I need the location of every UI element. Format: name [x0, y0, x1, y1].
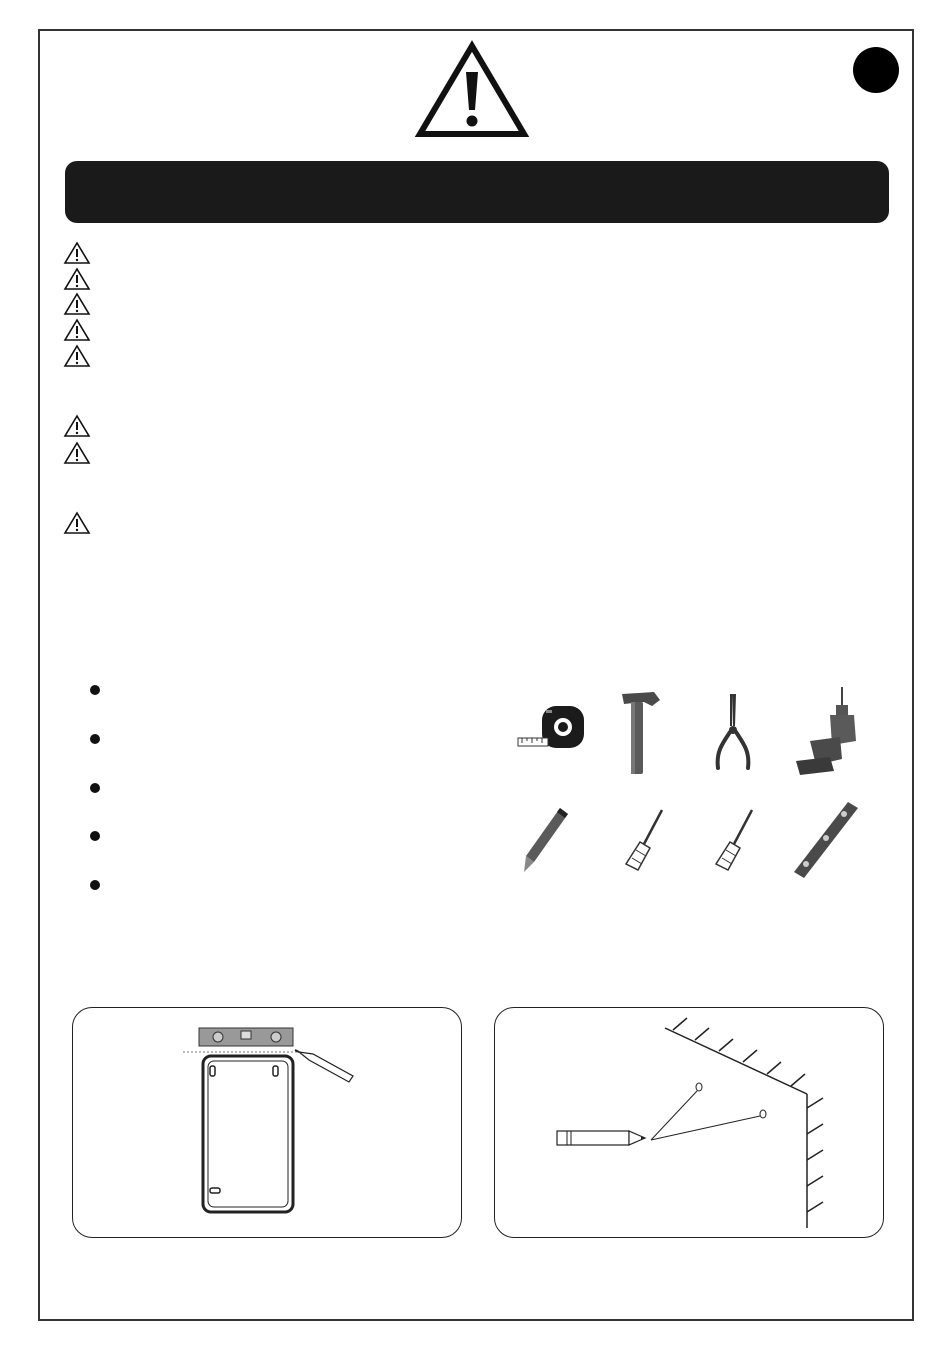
- bullet-point: [90, 880, 100, 890]
- title-bar: [65, 161, 889, 223]
- pliers-icon: [708, 692, 758, 772]
- warning-icon: [63, 318, 91, 342]
- bullet-point: [90, 783, 100, 793]
- warning-triangle-icon: [414, 40, 530, 140]
- warning-icon: [63, 511, 91, 535]
- bullet-point: [90, 831, 100, 841]
- warning-icon: [63, 414, 91, 438]
- bullet-point: [90, 685, 100, 695]
- warning-icon: [63, 241, 91, 265]
- drill-icon: [790, 685, 860, 777]
- hammer-icon: [614, 688, 664, 776]
- warning-icon: [63, 441, 91, 465]
- tape-measure-icon: [516, 700, 588, 754]
- warning-icon: [63, 292, 91, 316]
- illustration-level-bracket: [72, 1007, 462, 1238]
- illustration-wall-marking: [494, 1007, 884, 1238]
- page-marker-circle: [853, 47, 899, 93]
- spirit-level-icon: [790, 800, 860, 880]
- bullet-point: [90, 734, 100, 744]
- phillips-screwdriver-icon: [618, 806, 668, 874]
- flat-screwdriver-icon: [708, 806, 758, 874]
- pencil-icon: [520, 806, 570, 874]
- warning-icon: [63, 344, 91, 368]
- warning-icon: [63, 267, 91, 291]
